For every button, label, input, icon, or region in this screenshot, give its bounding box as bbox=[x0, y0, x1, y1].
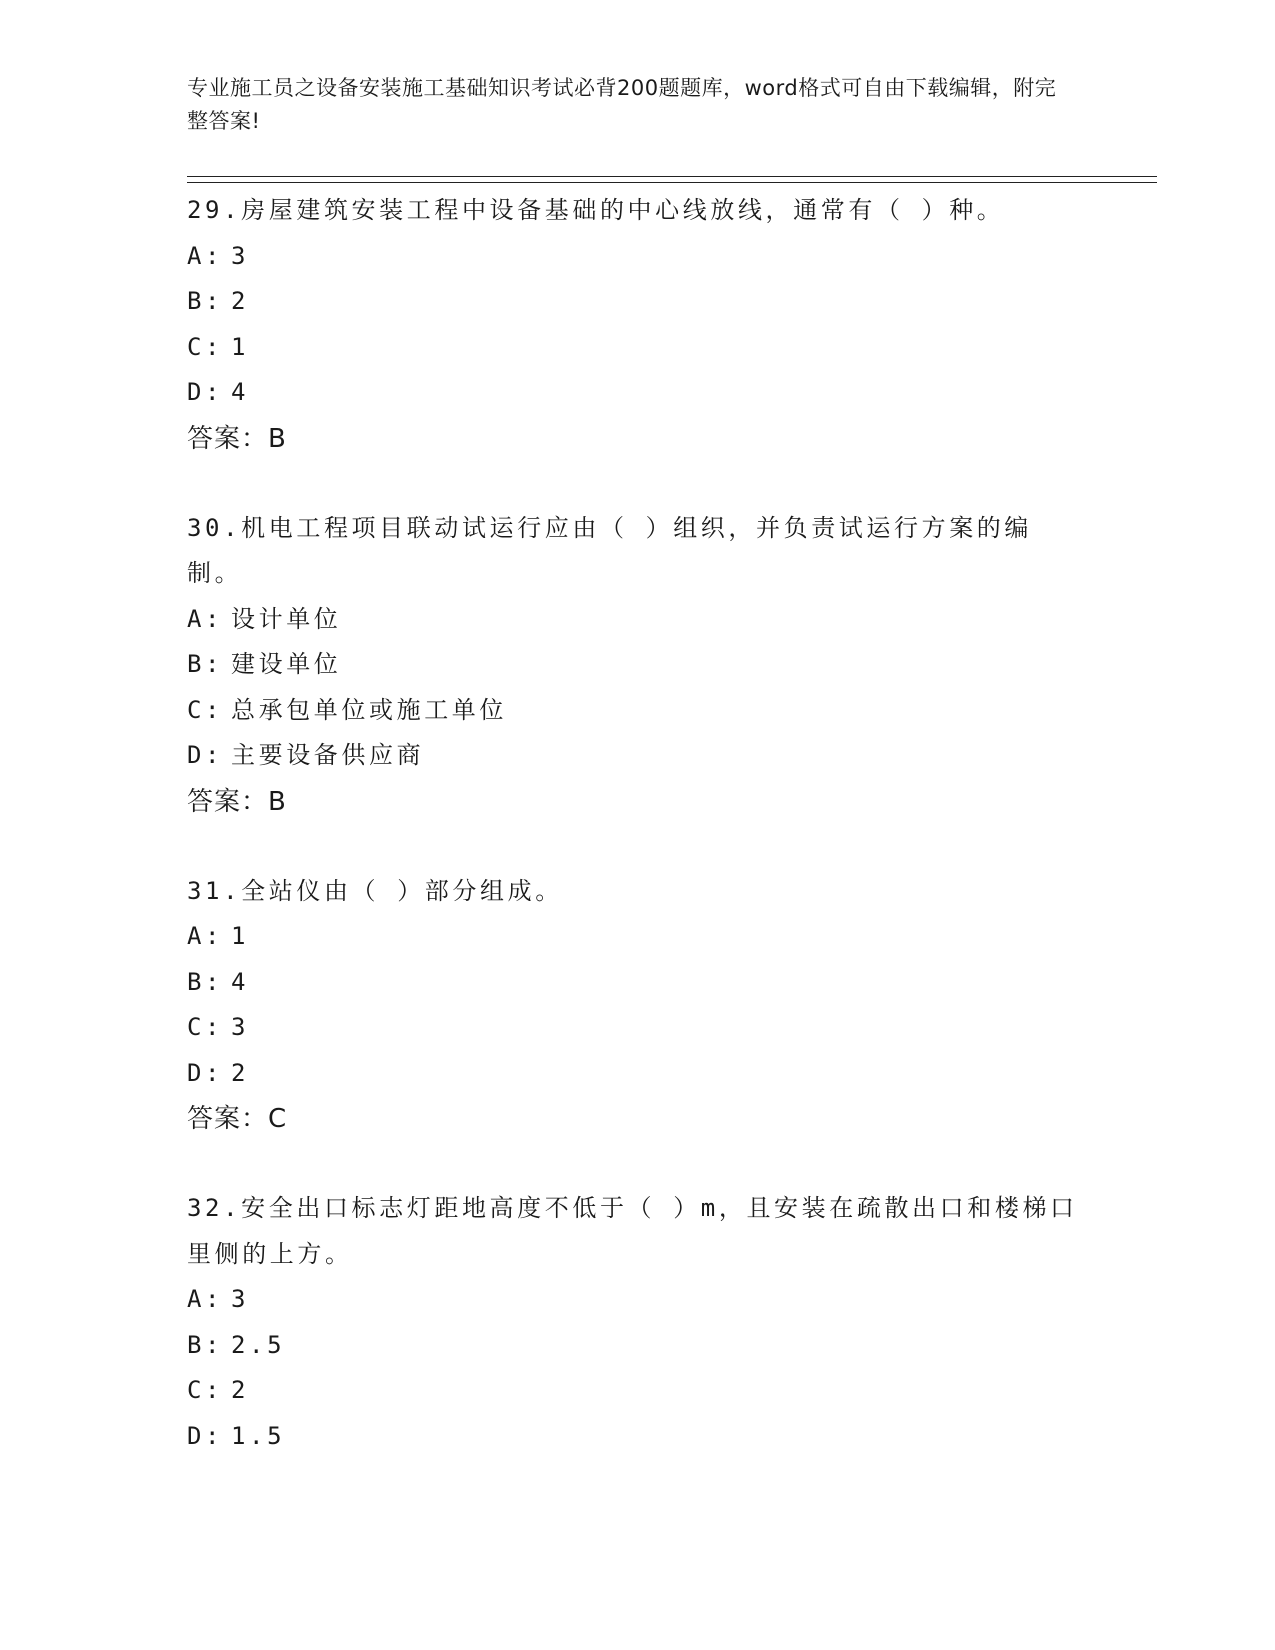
option-letter: C: bbox=[187, 1376, 224, 1404]
option-text: 设计单位 bbox=[231, 604, 342, 633]
option-letter: D: bbox=[187, 378, 224, 406]
option-letter: C: bbox=[187, 1013, 224, 1041]
option-b bbox=[187, 642, 1087, 688]
option-c bbox=[187, 688, 1087, 734]
option-letter: B: bbox=[187, 650, 224, 678]
question-text: 31.全站仪由（ ）部分组成。 bbox=[187, 876, 563, 905]
question-31 bbox=[187, 869, 1087, 1143]
option-text: 3 bbox=[231, 1285, 250, 1313]
document-header: 专业施工员之设备安装施工基础知识考试必背200题题库，word格式可自由下载编辑，附完整答案! bbox=[187, 76, 1057, 133]
option-letter: C: bbox=[187, 695, 224, 724]
option-d bbox=[187, 733, 1087, 779]
option-letter: B: bbox=[187, 1330, 224, 1359]
option-d bbox=[187, 1414, 1087, 1460]
option-letter: D: bbox=[187, 1058, 224, 1087]
question-text: 32.安全出口标志灯距地高度不低于（ ）m，且安装在疏散出口和楼梯口里侧的上方。 bbox=[187, 1194, 1078, 1268]
option-a bbox=[187, 914, 1087, 960]
option-text: 1 bbox=[231, 332, 250, 361]
option-text: 总承包单位或施工单位 bbox=[231, 695, 507, 724]
option-text: 2 bbox=[231, 287, 250, 315]
option-letter: D: bbox=[187, 1421, 224, 1450]
question-text: 29.房屋建筑安装工程中设备基础的中心线放线，通常有（ ）种。 bbox=[187, 196, 1005, 224]
option-b bbox=[187, 279, 1087, 325]
question-29 bbox=[187, 188, 1087, 462]
option-letter: B: bbox=[187, 287, 224, 315]
option-text: 3 bbox=[231, 1013, 250, 1041]
option-c bbox=[187, 325, 1087, 371]
question-32 bbox=[187, 1186, 1087, 1459]
option-d bbox=[187, 1051, 1087, 1097]
option-c bbox=[187, 1368, 1087, 1414]
option-letter: A: bbox=[187, 922, 224, 950]
option-d bbox=[187, 370, 1087, 416]
question-list bbox=[187, 188, 1087, 1459]
header-double-rule bbox=[187, 176, 1157, 183]
question-30 bbox=[187, 506, 1087, 825]
option-text: 4 bbox=[231, 378, 250, 406]
option-b bbox=[187, 960, 1087, 1006]
option-letter: B: bbox=[187, 967, 224, 996]
option-text: 3 bbox=[231, 241, 250, 270]
option-letter: D: bbox=[187, 741, 224, 769]
answer-line: 答案：B bbox=[187, 786, 287, 817]
option-text: 1 bbox=[231, 922, 250, 950]
option-b bbox=[187, 1323, 1087, 1369]
question-text: 30.机电工程项目联动试运行应由（ ）组织，并负责试运行方案的编制。 bbox=[187, 513, 1032, 587]
option-a bbox=[187, 234, 1087, 280]
option-c bbox=[187, 1005, 1087, 1051]
answer-line: 答案：C bbox=[187, 1104, 288, 1134]
option-letter: A: bbox=[187, 1285, 224, 1313]
option-text: 2 bbox=[231, 1376, 250, 1404]
option-a bbox=[187, 1277, 1087, 1323]
option-text: 2.5 bbox=[231, 1330, 286, 1359]
option-a bbox=[187, 597, 1087, 643]
option-text: 主要设备供应商 bbox=[231, 741, 425, 769]
option-letter: A: bbox=[187, 604, 224, 633]
option-text: 2 bbox=[231, 1058, 250, 1087]
option-letter: A: bbox=[187, 241, 224, 270]
option-text: 建设单位 bbox=[231, 650, 342, 678]
option-text: 4 bbox=[231, 967, 250, 996]
option-letter: C: bbox=[187, 332, 224, 361]
answer-line: 答案：B bbox=[187, 423, 287, 454]
option-text: 1.5 bbox=[231, 1421, 286, 1450]
